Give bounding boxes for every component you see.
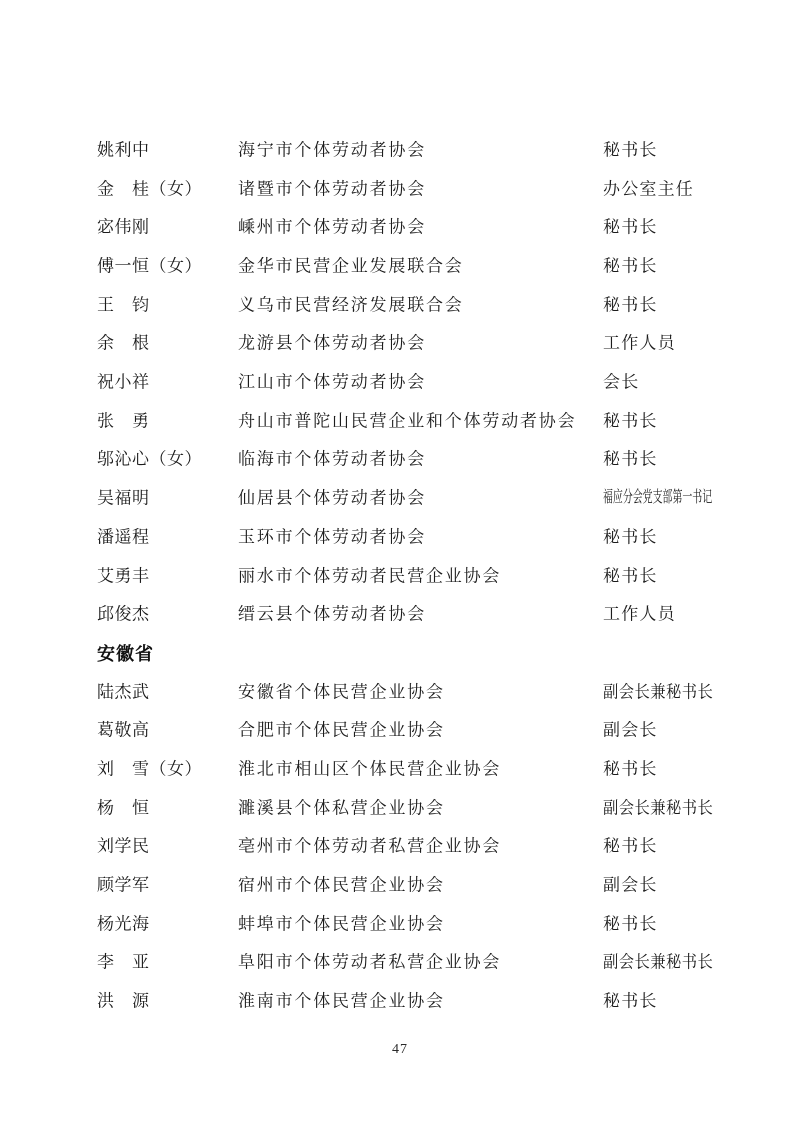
organization-cell: 嵊州市个体劳动者协会: [238, 217, 426, 237]
organization-cell: 舟山市普陀山民营企业和个体劳动者协会: [238, 411, 577, 431]
title-cell: 副会长: [603, 720, 658, 740]
table-row: [0, 440, 800, 479]
organization-cell: 安徽省个体民营企业协会: [238, 682, 445, 702]
title-cell: 秘书长: [603, 759, 658, 779]
name-cell: 张 勇: [97, 411, 150, 431]
table-row: [0, 363, 800, 402]
name-cell: 杨光海: [97, 914, 150, 934]
table-row: [0, 904, 800, 943]
name-cell: 李 亚: [97, 952, 150, 972]
title-cell: 福应分会党支部第一书记: [603, 489, 713, 507]
table-row: [0, 672, 800, 711]
name-cell: 邬沁心（女）: [97, 449, 202, 469]
title-cell: 秘书长: [603, 217, 658, 237]
name-cell: 艾勇丰: [97, 566, 150, 585]
title-cell: 工作人员: [603, 333, 676, 353]
organization-cell: 淮南市个体民营企业协会: [238, 991, 445, 1011]
organization-cell: 淮北市相山区个体民营企业协会: [238, 759, 502, 779]
name-cell: 陆杰武: [97, 682, 150, 702]
name-cell: 顾学军: [97, 875, 150, 895]
name-cell: 洪 源: [97, 991, 150, 1011]
page-number: 47: [392, 1042, 408, 1057]
table-row: [0, 943, 800, 982]
table-row: [0, 247, 800, 286]
organization-cell: 玉环市个体劳动者协会: [238, 527, 426, 547]
name-cell: 王 钧: [97, 295, 150, 315]
table-row: [0, 711, 800, 750]
name-cell: 傅一恒（女）: [97, 256, 202, 276]
table-row: [0, 479, 800, 518]
name-cell: 杨 恒: [97, 798, 150, 818]
table-row: [0, 788, 800, 827]
table-row: [0, 556, 800, 595]
table-row: [0, 827, 800, 866]
table-row: [0, 866, 800, 905]
roster-table: [0, 131, 800, 1021]
title-cell: 秘书长: [603, 836, 658, 856]
title-cell: 秘书长: [603, 256, 658, 276]
table-row: [0, 595, 800, 634]
name-cell: 刘 雪（女）: [97, 759, 202, 779]
organization-cell: 江山市个体劳动者协会: [238, 372, 426, 392]
title-cell: 秘书长: [603, 991, 658, 1011]
organization-cell: 丽水市个体劳动者民营企业协会: [238, 566, 502, 585]
organization-cell: 龙游县个体劳动者协会: [238, 333, 426, 353]
name-cell: 刘学民: [97, 836, 150, 856]
name-cell: 吴福明: [97, 488, 150, 508]
name-cell: 金 桂（女）: [97, 179, 202, 199]
name-cell: 邱俊杰: [97, 604, 150, 624]
section-header: 安徽省: [97, 643, 154, 664]
title-cell: 工作人员: [603, 604, 676, 624]
name-cell: 潘遥程: [97, 527, 150, 547]
table-row: [0, 169, 800, 208]
organization-cell: 蚌埠市个体民营企业协会: [238, 914, 445, 934]
organization-cell: 阜阳市个体劳动者私营企业协会: [238, 952, 502, 972]
title-cell: 副会长兼秘书长: [603, 798, 714, 818]
table-row: [0, 982, 800, 1021]
organization-cell: 濉溪县个体私营企业协会: [238, 798, 445, 818]
organization-cell: 金华市民营企业发展联合会: [238, 256, 464, 276]
title-cell: 副会长兼秘书长: [603, 682, 714, 702]
organization-cell: 仙居县个体劳动者协会: [238, 488, 426, 508]
organization-cell: 义乌市民营经济发展联合会: [238, 295, 464, 315]
title-cell: 秘书长: [603, 449, 658, 469]
organization-cell: 诸暨市个体劳动者协会: [238, 179, 426, 199]
organization-cell: 亳州市个体劳动者私营企业协会: [238, 836, 502, 856]
title-cell: 秘书长: [603, 914, 658, 934]
title-cell: 副会长兼秘书长: [603, 952, 714, 972]
title-cell: 秘书长: [603, 140, 658, 160]
name-cell: 祝小祥: [97, 372, 150, 392]
table-row: [0, 131, 800, 170]
section-header-row: [0, 634, 800, 673]
organization-cell: 宿州市个体民营企业协会: [238, 875, 445, 895]
table-row: [0, 324, 800, 363]
title-cell: 会长: [603, 372, 640, 392]
title-cell: 秘书长: [603, 527, 658, 547]
title-cell: 秘书长: [603, 566, 658, 585]
name-cell: 余 根: [97, 333, 150, 353]
name-cell: 宓伟刚: [97, 217, 150, 237]
title-cell: 副会长: [603, 875, 658, 895]
organization-cell: 临海市个体劳动者协会: [238, 449, 426, 469]
organization-cell: 海宁市个体劳动者协会: [238, 140, 426, 160]
organization-cell: 缙云县个体劳动者协会: [238, 604, 426, 624]
title-cell: 秘书长: [603, 295, 658, 315]
table-row: [0, 208, 800, 247]
title-cell: 秘书长: [603, 411, 658, 431]
name-cell: 姚利中: [97, 140, 150, 160]
title-cell: 办公室主任: [603, 179, 694, 199]
table-row: [0, 401, 800, 440]
organization-cell: 合肥市个体民营企业协会: [238, 720, 445, 740]
table-row: [0, 285, 800, 324]
name-cell: 葛敬高: [97, 720, 150, 740]
table-row: [0, 750, 800, 789]
table-row: [0, 517, 800, 556]
